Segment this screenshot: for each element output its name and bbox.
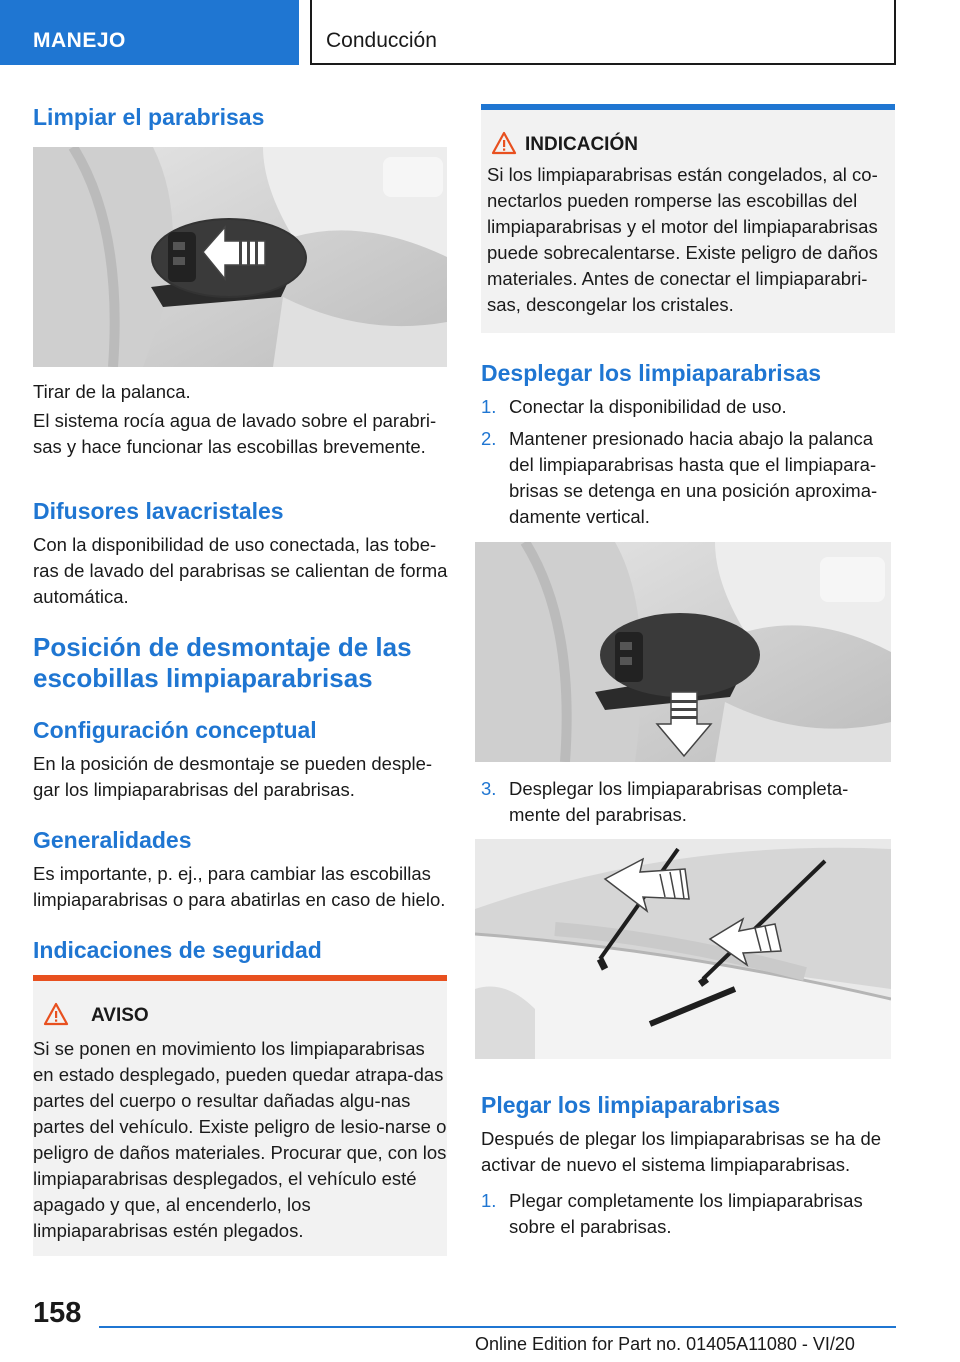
- figure-wiper-lever-pull: [33, 147, 447, 367]
- heading-posicion: Posición de desmontaje de las escobillas limpiaparabrisas: [33, 632, 412, 693]
- lever-push-illustration: [475, 542, 891, 762]
- list-text: Desplegar los limpiaparabrisas completa-mente del parabrisas.: [509, 778, 849, 825]
- list-text: Mantener presionado hacia abajo la palanca del limpiaparabrisas hasta que el limpiapara-brisas se detenga en una posición aproxima-damente vertical.: [509, 428, 878, 527]
- footer-edition: Online Edition for Part no. 01405A11080 - VI/20: [475, 1334, 855, 1354]
- section-tab: [0, 0, 299, 65]
- aviso-text: Si se ponen en movimiento los limpiaparabrisas en estado desplegado, pueden quedar atrapa-das partes del cuerpo o resultar dañadas algu-nas partes del vehículo. Existe peligro de lesio-narse o peligro de daños materiales. Procurar que, con los limpiaparabrisas desplegados, el vehículo esté apagado y que, al encenderlo, los limpiaparabrisas estén plegados.: [33, 1038, 447, 1241]
- lever-pull-illustration: [33, 147, 447, 367]
- warning-triangle-icon: [43, 1002, 69, 1026]
- text-sistema: El sistema rocía agua de lavado sobre el parabri-sas y hace funcionar las escobillas brevemente.: [33, 410, 437, 457]
- heading-plegar: Plegar los limpiaparabrisas: [481, 1092, 781, 1118]
- list-number: 1.: [481, 396, 497, 417]
- aviso-title: AVISO: [91, 1005, 149, 1026]
- heading-limpiar: Limpiar el parabrisas: [33, 104, 265, 130]
- heading-generalidades: Generalidades: [33, 827, 192, 853]
- indicacion-bar: [481, 104, 895, 110]
- aviso-bar: [33, 975, 447, 981]
- aviso-box: [33, 975, 447, 1256]
- indicacion-box: [481, 104, 895, 333]
- heading-desplegar: Desplegar los limpiaparabrisas: [481, 360, 822, 386]
- text-plegar: Después de plegar los limpiaparabrisas se ha de activar de nuevo el sistema limpiaparabrisas.: [481, 1128, 882, 1175]
- heading-difusores: Difusores lavacristales: [33, 498, 284, 524]
- wipers-illustration: [475, 839, 891, 1059]
- footer-rule: [99, 1326, 896, 1328]
- page-number: 158: [33, 1297, 82, 1329]
- figure-wiper-lever-push: [475, 542, 891, 762]
- chapter-label: Conducción: [326, 29, 437, 52]
- list-text: Conectar la disponibilidad de uso.: [509, 396, 787, 417]
- text-tirar: Tirar de la palanca.: [33, 381, 191, 402]
- chapter-header: [310, 0, 896, 65]
- indicacion-text: Si los limpiaparabrisas están congelados, al co-nectarlos pueden romperse las escobillas del limpiaparabrisas y el motor del limpiaparabrisas puede sobrecalentarse. Existe peligro de daños materiales. Antes de conectar el limpiaparabri-sas, descongelar los cristales.: [487, 164, 878, 315]
- list-number: 1.: [481, 1190, 497, 1211]
- heading-seguridad: Indicaciones de seguridad: [33, 937, 322, 963]
- text-generalidades: Es importante, p. ej., para cambiar las escobillas limpiaparabrisas o para abatirlas en caso de hielo.: [33, 863, 446, 910]
- warning-triangle-icon: [491, 131, 517, 155]
- figure-wipers-unfolded: [475, 839, 891, 1059]
- section-label: MANEJO: [33, 29, 126, 52]
- list-number: 2.: [481, 428, 497, 449]
- list-text: Plegar completamente los limpiaparabrisas sobre el parabrisas.: [509, 1190, 863, 1237]
- text-config: En la posición de desmontaje se pueden desple-gar los limpiaparabrisas del parabrisas.: [33, 753, 433, 800]
- text-difusores: Con la disponibilidad de uso conectada, las tobe-ras de lavado del parabrisas se calientan de forma automática.: [33, 534, 448, 607]
- heading-config: Configuración conceptual: [33, 717, 317, 743]
- list-number: 3.: [481, 778, 497, 799]
- indicacion-title: INDICACIÓN: [525, 134, 638, 155]
